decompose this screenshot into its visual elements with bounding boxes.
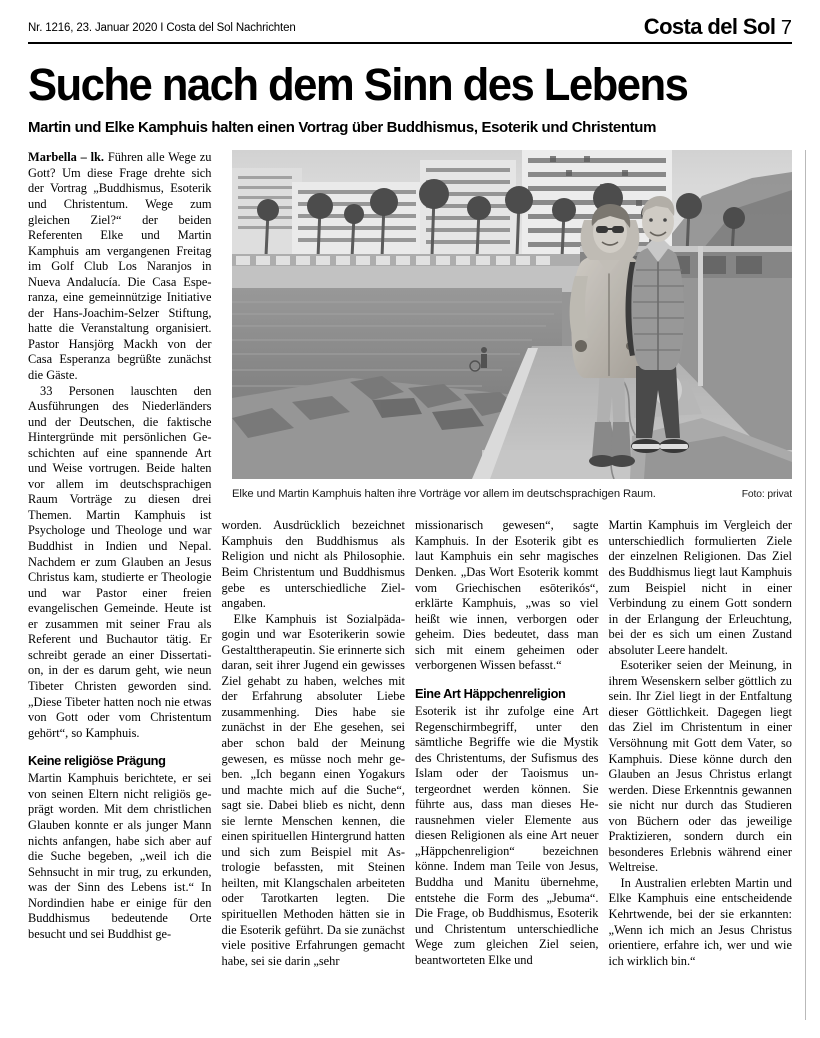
section-heading-one: Keine religiöse Prägung (28, 753, 166, 769)
paragraph-text: Martin Kamphuis berichtete, er sei von seinen Eltern nicht religiös geprägt worden. Mit dem christlichen Glauben konnte er als junger Mann nichts anfangen, habe sich aber auf die Suche begeben, „weil ich die Sehnsucht in mir trug, zu erkunden, was der Sinn des Lebens ist.“ In Nordindien habe er einige für den Buddhismus bedeutende Orte besucht und sei Buddhist ge- (28, 771, 212, 941)
paragraph-text: 33 Personen lauschten den Ausführungen des Niederländers und der Deutschen, die faktische Hintergründe mit persönlichen Geschichten auf eine spannende Art und Weise vortrugen. Beide halten vor allem im deutschsprachigen Raum Vorträge zu diesen drei Themen. Martin Kamphuis ist Psychologe und Theologe und war Buddhist in Indien und Nepal. Nachdem er zum Glauben an Jesus Christus kam, studierte er Theologie und war Pastor einer freien evangelischen Gemeinde. Heute ist er zusammen mit seiner Frau als Referent und Buchautor tätig. Er schreibt gerade an einer Dissertation, in der es darum geht, wie neun Tibeter Christen geworden sind. „Diese Tibeter hatten noch nie etwas von Gott oder vom Christentum gehört“, so Kamphuis. (28, 383, 212, 740)
masthead (28, 0, 792, 44)
photo-caption-row (232, 488, 792, 500)
paragraph-text: Führen alle Wege zu Gott? Um diese Frage drehte sich der Vortrag „Buddhismus, Esoterik und Christentum. Wege zum gleichen Ziel?“ der beiden Referenten Elke und Martin Kamphuis am vergangenen Freitag im Golf Club Los Naranjos in Nueva Andalucía. Die Casa Esperanza, eine gemeinnützige Initiative der Hans-Joachim-Selzer Stiftung, hatte die Veranstaltung organisiert. Pastor Hansjörg Mackh von der Casa Esperanza begrüßte zunächst die Gäste. (28, 150, 212, 383)
article-body (28, 150, 792, 1020)
article-headline: Suche nach dem Sinn des Lebens (28, 59, 688, 110)
article-photo (232, 150, 792, 479)
issue-line: Nr. 1216, 23. Januar 2020 I Costa del Sol Nachrichten (28, 22, 296, 35)
dateline: Marbella – lk. (28, 150, 105, 165)
photo-credit: Foto: privat (741, 489, 792, 501)
photo-caption: Elke und Martin Kamphuis halten ihre Vorträge vor allem im deutschsprachigen Raum. (232, 488, 656, 501)
paragraph-text: In Australien erlebten Martin und Elke Kamphuis eine entscheidende Kehrtwende, bei der sie erkannten: „Wenn ich mich an Jesus Christus orientiere, erfahre ich, wer und wie ich wirklich bin.“ (608, 875, 792, 968)
section-heading-two: Eine Art Häppchenreligion (415, 685, 566, 701)
article-subheadline: Martin und Elke Kamphuis halten einen Vortrag über Buddhismus, Esoterik und Christentum (28, 118, 657, 136)
paragraph-lead (28, 150, 212, 383)
paragraph-text: Elke Kamphuis ist Sozialpädagogin und war Esoterikerin sowie Gestalttherapeutin. Sie erinnerte sich daran, seit ihrer Jugend ein gewisses Ziel gehabt zu haben, welches mit der Erfahrung absoluter Liebe zusammenhing. Dies habe sie zunächst in der Ehe gesehen, sei aber schon bald der Meinung gewesen, es müsse noch mehr geben. „Ich begann einen Yogakurs und machte mich auf die Suche“, sagt sie. Dabei blieb es nicht, denn sie lernte Menschen kennen, die einen spirituellen Hintergrund hatten und sich zum Beispiel mit Astrologie befassten, mit Steinen heilten, mit Klangschalen arbeiteten oder Tarotkarten legten. Die spirituellen Methoden hätten sie in die Esoterik geführt. Da sie zunächst viele positive Erfahrungen gemacht habe, sei sie darin „sehr (221, 611, 405, 968)
publication-name: Costa del Sol (643, 14, 776, 39)
paragraph-text: Martin Kamphuis im Vergleich der unterschiedlich formulierten Ziele der einzelnen Religionen. Das Ziel des Buddhismus liegt laut Kamphuis zum Beispiel nicht in einer Verbindung zu einem Gott sondern in der Erlangung der Erleuchtung, bei der es sich um einen Zustand absoluter Leere handelt. (608, 518, 792, 657)
column-divider-rule (805, 150, 806, 1020)
photo-block (232, 150, 792, 500)
page-number: 7 (780, 17, 792, 39)
paragraph-text: Esoterik ist ihr zufolge eine Art Regenschirmbegriff, unter den sämtliche Begriffe wie die Mystik des Christentums, der Sufismus des Islam oder der Taoismus untergeordnet werden können. Sie führte aus, dass man dieses Herausnehmen vieler Elemente aus diesen Religionen als eine Art neuer „Häppchenreligion“ bezeichnen könne. Indem man Teile von Jesus, Buddha und Manitu übernehme, entstehe die Form des „Jebuma“. Die Frage, ob Buddhismus, Esoterik und Christentum unterschiedliche Wege zum gleichen Ziel seien, beantworteten Elke und (415, 704, 599, 967)
publication-title (644, 16, 792, 38)
paragraph-text: missionarisch gewesen“, sagte Kamphuis. In der Esoterik gibt es laut Kamphuis ein sehr magisches Denken. „Das Wort Esoterik kommt vom Griechischen esōterikós“, erklärte Kamphuis, „was so viel heißt wie innen, verborgen oder geheim. Dies bedeutet, dass man sich mit einem geheimen oder verborgenen Wissen befasst.“ (415, 518, 599, 673)
text-column-1 (28, 150, 212, 1020)
paragraph-text: worden. Ausdrücklich bezeichnet Kamphuis den Buddhismus als Religion und nicht als Philosophie. Beim Christentum und Buddhismus gebe es unterschiedliche Zielangaben. (221, 518, 405, 611)
paragraph-text: Esoteriker seien der Meinung, in ihrem Wesenskern selber göttlich zu sein. Ihr Ziel liegt in der Entfaltung dieser Göttlichkeit. Dagegen liegt das Ziel im Christentum in einer Versöhnung mit Gott dem Vater, so Kamphuis. Diese könne durch den Glauben an Jesus Christus erlangt werden. Diese Erkenntnis gewannen sie nicht nur durch das Studieren von Büchern oder das jeweilige Praktizieren, sondern durch ein besonderes Erlebnis während einer Weltreise. (608, 658, 792, 875)
